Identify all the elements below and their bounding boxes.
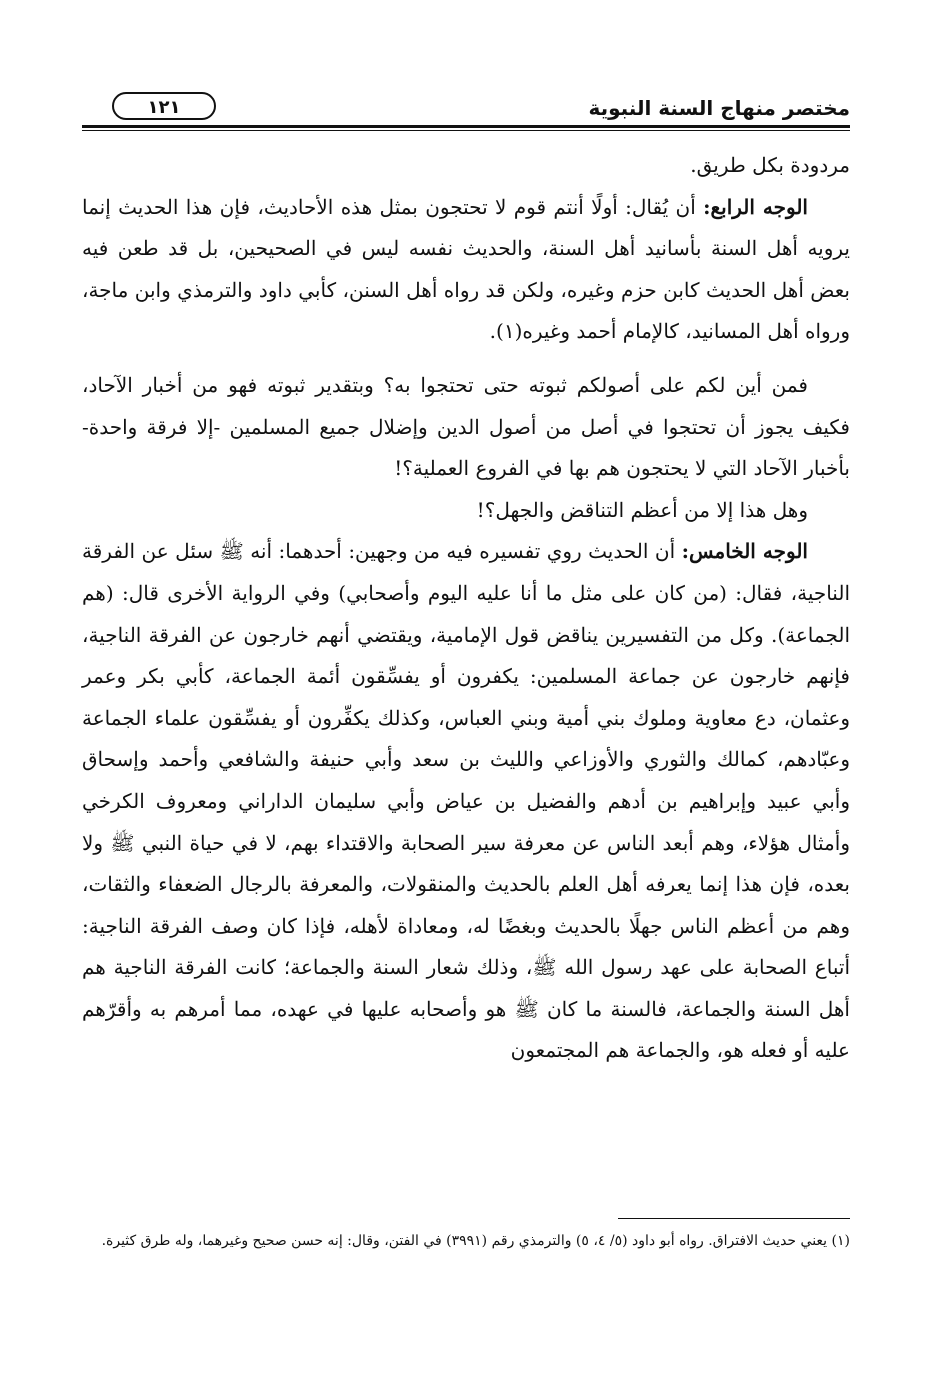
paragraph-fourth-aspect: [82, 187, 850, 353]
running-header: [82, 82, 850, 126]
paragraph-fifth-aspect: [82, 531, 850, 1072]
paragraph: فمن أين لكم على أصولكم ثبوته حتى تحتجوا به؟ وبتقدير ثبوته فهو من أخبار الآحاد، فكيف يجوز أن تحتجوا في أصل من أصول الدين وإضلال جميع المسلمين -إلا فرقة واحدة- بأخبار الآحاد التي لا يحتجون هم بها في الفروع العملية؟!: [82, 372, 850, 481]
paragraph-continuation: مردودة بكل طريق.: [690, 153, 850, 177]
paragraph-text: أن يُقال: أولًا أنتم قوم لا تحتجون بمثل هذه الأحاديث، فإن هذا الحديث إنما يرويه أهل السنة بأسانيد أهل السنة، والحديث نفسه ليس في الصحيحين، بل قد طعن فيه بعض أهل الحديث كابن حزم وغيره، ولكن قد رواه أهل السنن، كأبي داود والترمذي وابن ماجة، ورواه أهل المسانيد، كالإمام أحمد وغيره(١).: [82, 194, 850, 344]
main-text: [82, 145, 850, 1072]
paragraph-text: أن الحديث روي تفسيره فيه من وجهين: أحدهما: أنه ﷺ سئل عن الفرقة الناجية، فقال: (من كان على مثل ما أنا عليه اليوم وأصحابي) وفي الرواية الأخرى قال: (هم الجماعة). وكل من التفسيرين يناقض قول الإمامية، ويقتضي أنهم خارجون عن الفرقة الناجية، فإنهم خارجون عن جماعة المسلمين: يكفرون أو يفسِّقون أئمة الجماعة، كأبي بكر وعمر وعثمان، دع معاوية وملوك بني أمية وبني العباس، وكذلك يكفِّرون أو يفسِّقون علماء الجماعة وعبّادهم، كمالك والثوري والأوزاعي والليث بن سعد وأبي حنيفة والشافعي وأحمد وإسحاق وأبي عبيد وإبراهيم بن أدهم والفضيل بن عياض وأبي سليمان الداراني ومعروف الكرخي وأمثال هؤلاء، وهم أبعد الناس عن معرفة سير الصحابة والاقتداء بهم، لا في حياة النبي ﷺ ولا بعده، فإن هذا إنما يعرفه أهل العلم بالحديث والمنقولات، والمعرفة بالرجال الضعفاء والثقات، وهم من أعظم الناس جهلًا بالحديث وبغضًا له، ومعاداة لأهله، فإذا كان وصف الفرقة الناجية: أتباع الصحابة على عهد رسول الله ﷺ، وذلك شعار السنة والجماعة؛ كانت الفرقة الناجية هم أهل السنة والجماعة، فالسنة ما كان ﷺ هو وأصحابه عليها في عهده، مما أمرهم به وأقرّهم عليه أو فعله هو، والجماعة هم المجتمعون: [82, 539, 851, 1063]
footnote: (١) يعني حديث الافتراق. رواه أبو داود (٥/ ٤، ٥) والترمذي رقم (٣٩٩١) في الفتن، وقال: إنه حسن صحيح وغيرهما، وله طرق كثيرة.: [101, 1233, 850, 1249]
header-rule: [82, 125, 850, 128]
document-page: [82, 0, 850, 1382]
paragraph-lead: الوجه الخامس:: [681, 539, 808, 564]
header-rule-thin: [82, 130, 850, 131]
page-number-badge: ١٢١: [112, 92, 216, 120]
paragraph-lead: الوجه الرابع:: [703, 194, 808, 219]
paragraph: وهل هذا إلا من أعظم التناقض والجهل؟!: [476, 497, 808, 522]
footnotes: [82, 1226, 850, 1256]
book-title: مختصر منهاج السنة النبوية: [588, 96, 850, 120]
footnote-separator: [618, 1218, 850, 1219]
